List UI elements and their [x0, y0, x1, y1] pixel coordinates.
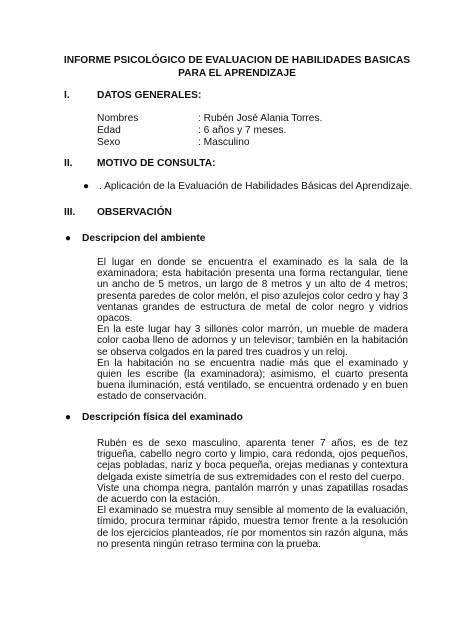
field-value-nombres: : Rubén José Alania Torres.: [198, 113, 323, 124]
document-title-line-1: INFORME PSICOLÓGICO DE EVALUACION DE HABILIDADES BASICAS: [63, 55, 411, 66]
section-1-number: I.: [64, 90, 70, 101]
ambiente-paragraph-3: En la habitación no se encuentra nadie más que el examinado y quien les escribe (la examinadora); asimismo, el cuarto presenta buena iluminación, está ventilado, se encuentra ordenado y en buen estado de conservación.: [97, 357, 408, 403]
field-label-edad: Edad: [97, 125, 121, 136]
bullet-dot-icon: ●: [83, 181, 90, 192]
field-value-sexo: : Masculino: [198, 137, 250, 148]
section-2-heading: MOTIVO DE CONSULTA:: [97, 158, 216, 169]
subsection-ambiente-heading: Descripcion del ambiente: [82, 233, 206, 244]
section-3-heading: OBSERVACIÓN: [97, 207, 172, 218]
motivo-text: . Aplicación de la Evaluación de Habilidades Básicas del Aprendizaje.: [99, 181, 413, 192]
ambiente-paragraph-2: En la este lugar hay 3 sillones color marrón, un mueble de madera color caoba lleno de adornos y un televisor; también en la habitación se observa colgados en la pared tres cuadros y un reloj.: [97, 324, 408, 358]
section-3-number: III.: [64, 207, 76, 218]
bullet-dot-icon: ●: [65, 412, 72, 423]
document-title-line-2: PARA EL APRENDIZAJE: [178, 68, 296, 79]
subsection-fisica-heading: Descripción física del examinado: [82, 412, 243, 423]
ambiente-description: [97, 257, 408, 403]
section-2-number: II.: [64, 158, 73, 169]
ambiente-paragraph-1: El lugar en donde se encuentra el examinado es la sala de la examinadora; esta habitación presenta una forma rectangular, tiene un ancho de 5 metros, un largo de 8 metros y un alto de 4 metros; presenta paredes de color melón, el piso azulejos color cedro y hay 3 ventanas grandes de estructura de metal de color negro y vidrios opacos.: [97, 257, 408, 325]
bullet-dot-icon: ●: [65, 233, 72, 244]
field-value-edad: : 6 años y 7 meses.: [198, 125, 287, 136]
fisica-paragraph-1: Rubén es de sexo masculino, aparenta tener 7 años, es de tez trigueña, cabello negro corto y limpio, cara redonda, ojos pequeños, cejas pobladas, nariz y boca pequeña, orejas medianas y contextura delgada existe simetría de sus extremidades con el resto del cuerpo.: [97, 438, 408, 483]
section-1-heading: DATOS GENERALES:: [97, 90, 202, 101]
field-label-sexo: Sexo: [97, 137, 121, 148]
field-label-nombres: Nombres: [97, 113, 139, 124]
fisica-paragraph-3: El examinado se muestra muy sensible al momento de la evaluación, tímido, procura terminar rápido, muestra temor frente a la resolución de los ejercicios planteados, ríe por momentos sin razón alguna, más no presenta ningún retraso termina con la prueba.: [97, 505, 408, 550]
fisica-paragraph-2: Viste una chompa negra, pantalón marrón y unas zapatillas rosadas de acuerdo con la estación.: [97, 482, 408, 506]
fisica-description: [97, 438, 408, 550]
